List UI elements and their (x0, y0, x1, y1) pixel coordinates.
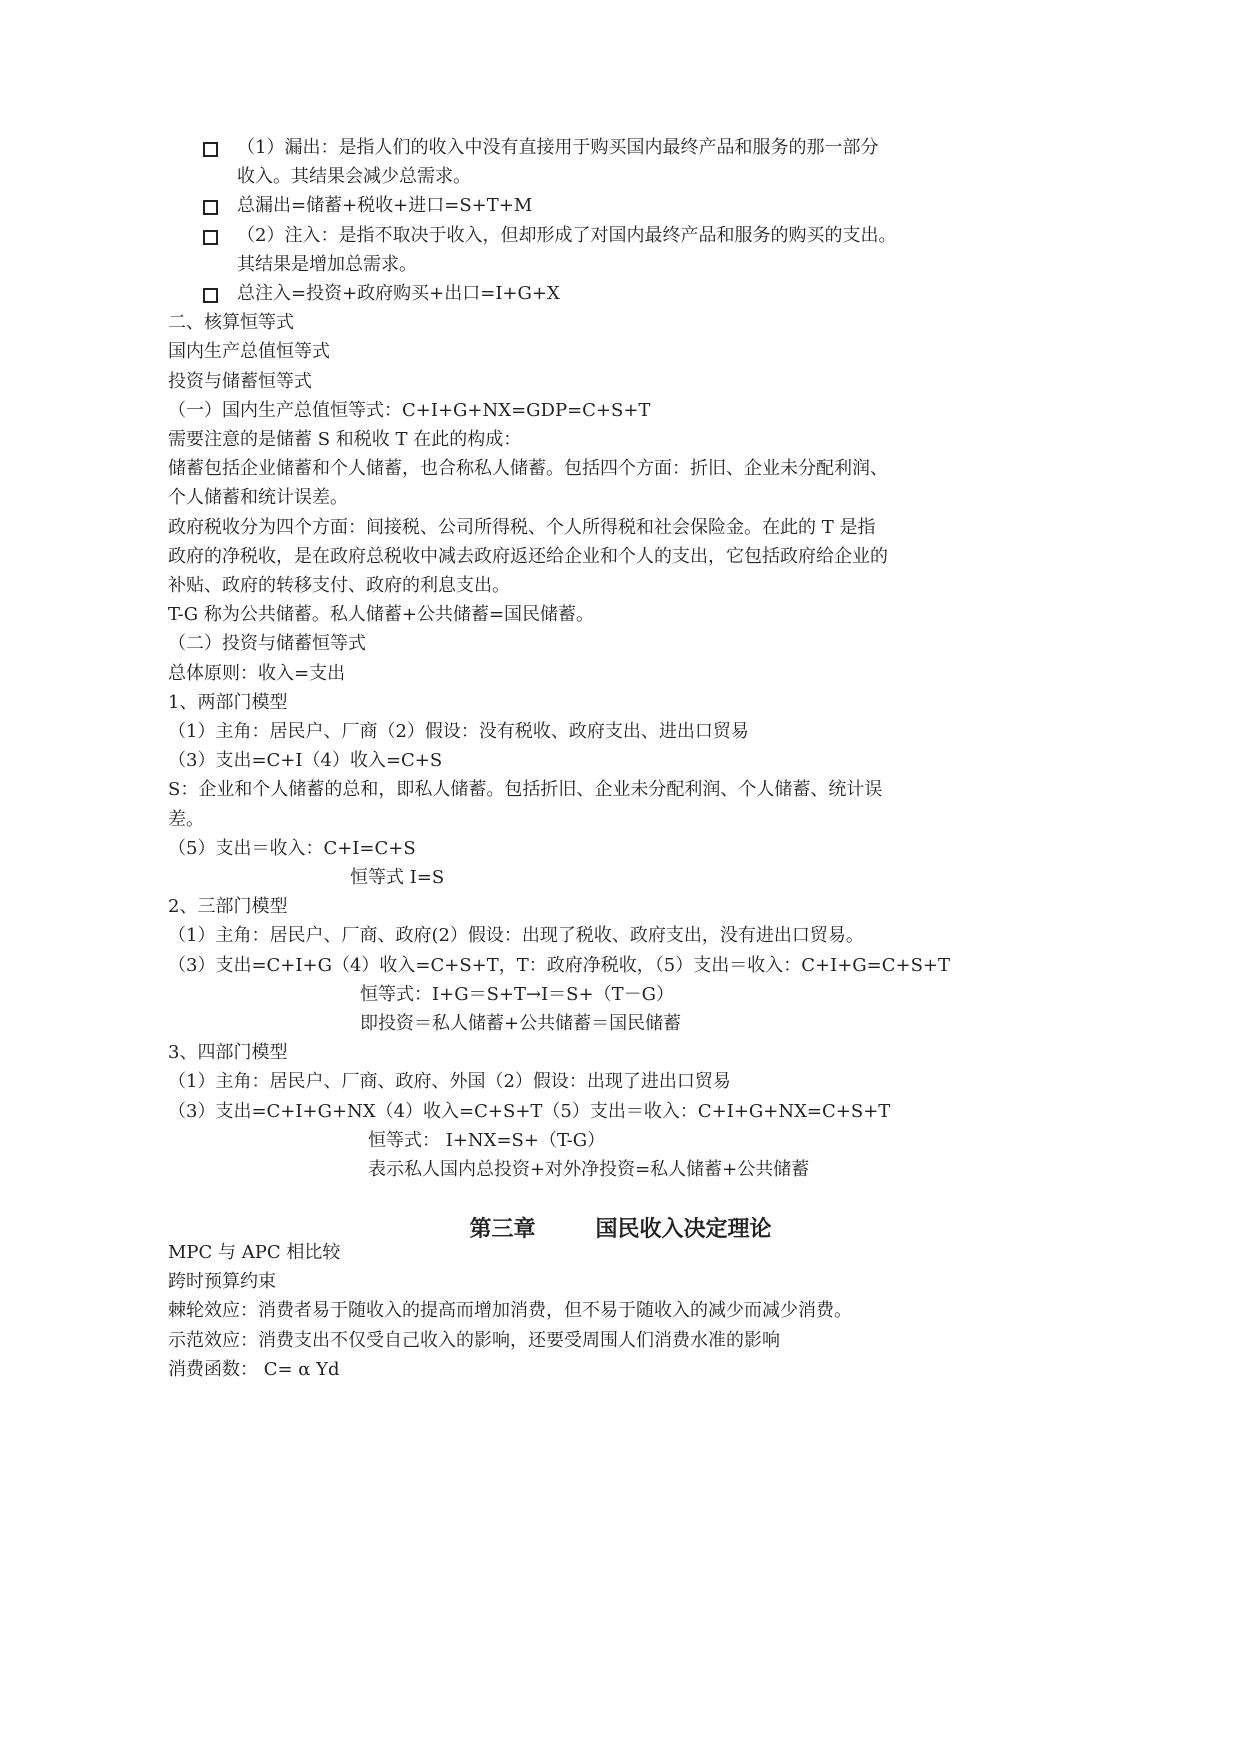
text-line: 个人储蓄和统计误差。 (168, 487, 348, 509)
text-line: （1）主角：居民户、厂商（2）假设：没有税收、政府支出、进出口贸易 (168, 721, 749, 742)
chapter-number: 第三章 (469, 1217, 536, 1242)
text-line: 恒等式 I=S (350, 867, 445, 888)
text-line: 收入。其结果会减少总需求。 (237, 166, 471, 188)
text-line: 棘轮效应：消费者易于随收入的提高而增加消费，但不易于随收入的减少而减少消费。 (168, 1300, 852, 1322)
text-line: 恒等式：I+G＝S+T→I＝S+（T－G） (360, 983, 674, 1005)
text-line: 总注入=投资+政府购买+出口=I+G+X (237, 283, 560, 304)
chapter-heading (0, 1212, 1241, 1243)
text-line: 1、两部门模型 (168, 691, 288, 713)
text-line: 其结果是增加总需求。 (237, 253, 417, 275)
checkbox-bullet-icon (203, 200, 218, 215)
text-line: （3）支出=C+I+G+NX（4）收入=C+S+T（5）支出＝收入：C+I+G+NX=C+S+T (168, 1100, 891, 1122)
checkbox-bullet-icon (203, 288, 218, 303)
text-line: 政府的净税收，是在政府总税收中减去政府返还给企业和个人的支出，它包括政府给企业的 (168, 545, 888, 567)
text-line: 即投资＝私人储蓄+公共储蓄＝国民储蓄 (360, 1013, 682, 1034)
text-line: T-G 称为公共储蓄。私人储蓄+公共储蓄=国民储蓄。 (168, 604, 595, 626)
chapter-title: 国民收入决定理论 (595, 1217, 772, 1242)
text-line: （1）漏出：是指人们的收入中没有直接用于购买国内最终产品和服务的那一部分 (237, 137, 879, 158)
text-line: 投资与储蓄恒等式 (168, 370, 312, 392)
text-line: 表示私人国内总投资+对外净投资=私人储蓄+公共储蓄 (368, 1159, 810, 1180)
text-line: （3）支出=C+I+G（4）收入=C+S+T，T：政府净税收，（5）支出＝收入：C+I+G=C+S+T (168, 954, 951, 976)
text-line: （1）主角：居民户、厂商、政府、外国（2）假设：出现了进出口贸易 (168, 1071, 731, 1093)
text-line: （1）主角：居民户、厂商、政府(2）假设：出现了税收、政府支出，没有进出口贸易。 (168, 925, 864, 947)
text-line: 示范效应：消费支出不仅受自己收入的影响，还要受周围人们消费水准的影响 (168, 1329, 780, 1351)
text-line: （3）支出=C+I（4）收入=C+S (168, 750, 443, 772)
text-line: 总漏出=储蓄+税收+进口=S+T+M (237, 195, 533, 217)
checkbox-bullet-icon (203, 230, 218, 245)
text-line: S：企业和个人储蓄的总和，即私人储蓄。包括折旧、企业未分配利润、个人储蓄、统计误 (168, 779, 883, 801)
text-line: 跨时预算约束 (168, 1271, 276, 1293)
text-line: 政府税收分为四个方面：间接税、公司所得税、个人所得税和社会保险金。在此的 T 是指 (168, 516, 876, 538)
text-line: （一）国内生产总值恒等式：C+I+G+NX=GDP=C+S+T (168, 399, 651, 421)
text-line: （二）投资与储蓄恒等式 (168, 633, 366, 655)
text-line: 需要注意的是储蓄 S 和税收 T 在此的构成： (168, 429, 522, 450)
text-line: 二、核算恒等式 (168, 312, 294, 334)
text-line: 3、四部门模型 (168, 1042, 288, 1064)
text-line: 消费函数： C= α Yd (168, 1358, 340, 1380)
text-line: 补贴、政府的转移支付、政府的利息支出。 (168, 575, 510, 596)
text-line: 总体原则：收入=支出 (168, 662, 346, 684)
text-line: 恒等式： I+NX=S+（T-G） (368, 1129, 606, 1151)
checkbox-bullet-icon (203, 142, 218, 157)
text-line: MPC 与 APC 相比较 (168, 1242, 341, 1263)
text-line: （5）支出＝收入：C+I=C+S (168, 837, 416, 859)
text-line: 差。 (168, 808, 204, 830)
text-line: 储蓄包括企业储蓄和个人储蓄，也合称私人储蓄。包括四个方面：折旧、企业未分配利润、 (168, 458, 888, 480)
text-line: （2）注入：是指不取决于收入，但却形成了对国内最终产品和服务的购买的支出。 (237, 224, 897, 246)
text-line: 2、三部门模型 (168, 896, 288, 918)
text-line: 国内生产总值恒等式 (168, 341, 330, 363)
